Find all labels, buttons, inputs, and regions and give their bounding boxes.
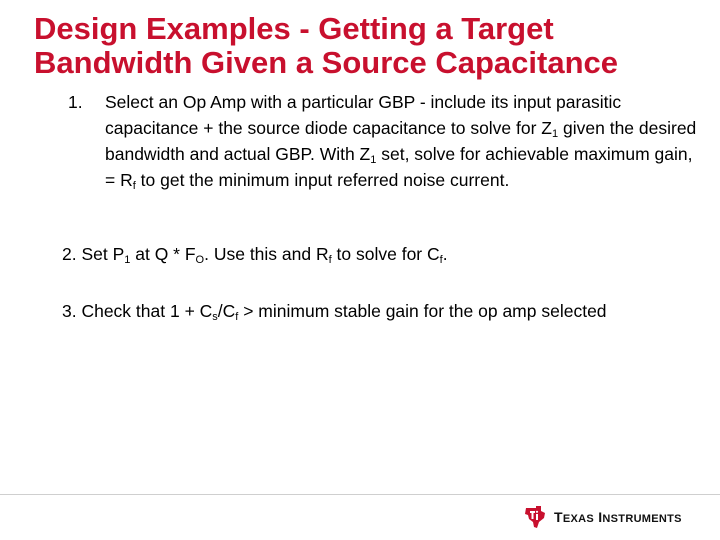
list-item-number: 1. [68, 92, 83, 112]
logo-wordmark: TEXAS INSTRUMENTS [554, 509, 682, 525]
title-line-2: Bandwidth Given a Source Capacitance [34, 45, 618, 80]
texas-instruments-logo [524, 503, 682, 531]
title-line-1: Design Examples - Getting a Target [34, 11, 554, 46]
footer-divider [0, 494, 720, 495]
paragraph-item-2: 2. Set $P_1$ at Q * $F_O$. Use this and $R_f$ to solve for $C_f$. [62, 244, 448, 266]
list-item-text: Select an Op Amp with a particular GBP - include its input parasitic capacitance + the source diode capacitance to solve for $Z_1$ given the desired bandwidth and actual GBP. With $Z_1$ set, solve for achievable maximum gain, = $R_f$ to get the minimum input referred noise current. [105, 92, 697, 192]
slide-title [34, 12, 704, 80]
paragraph-item-3: 3. Check that $1 + C_s/C_f$ > minimum stable gain for the op amp selected [62, 301, 607, 323]
ti-map-icon [524, 505, 546, 529]
